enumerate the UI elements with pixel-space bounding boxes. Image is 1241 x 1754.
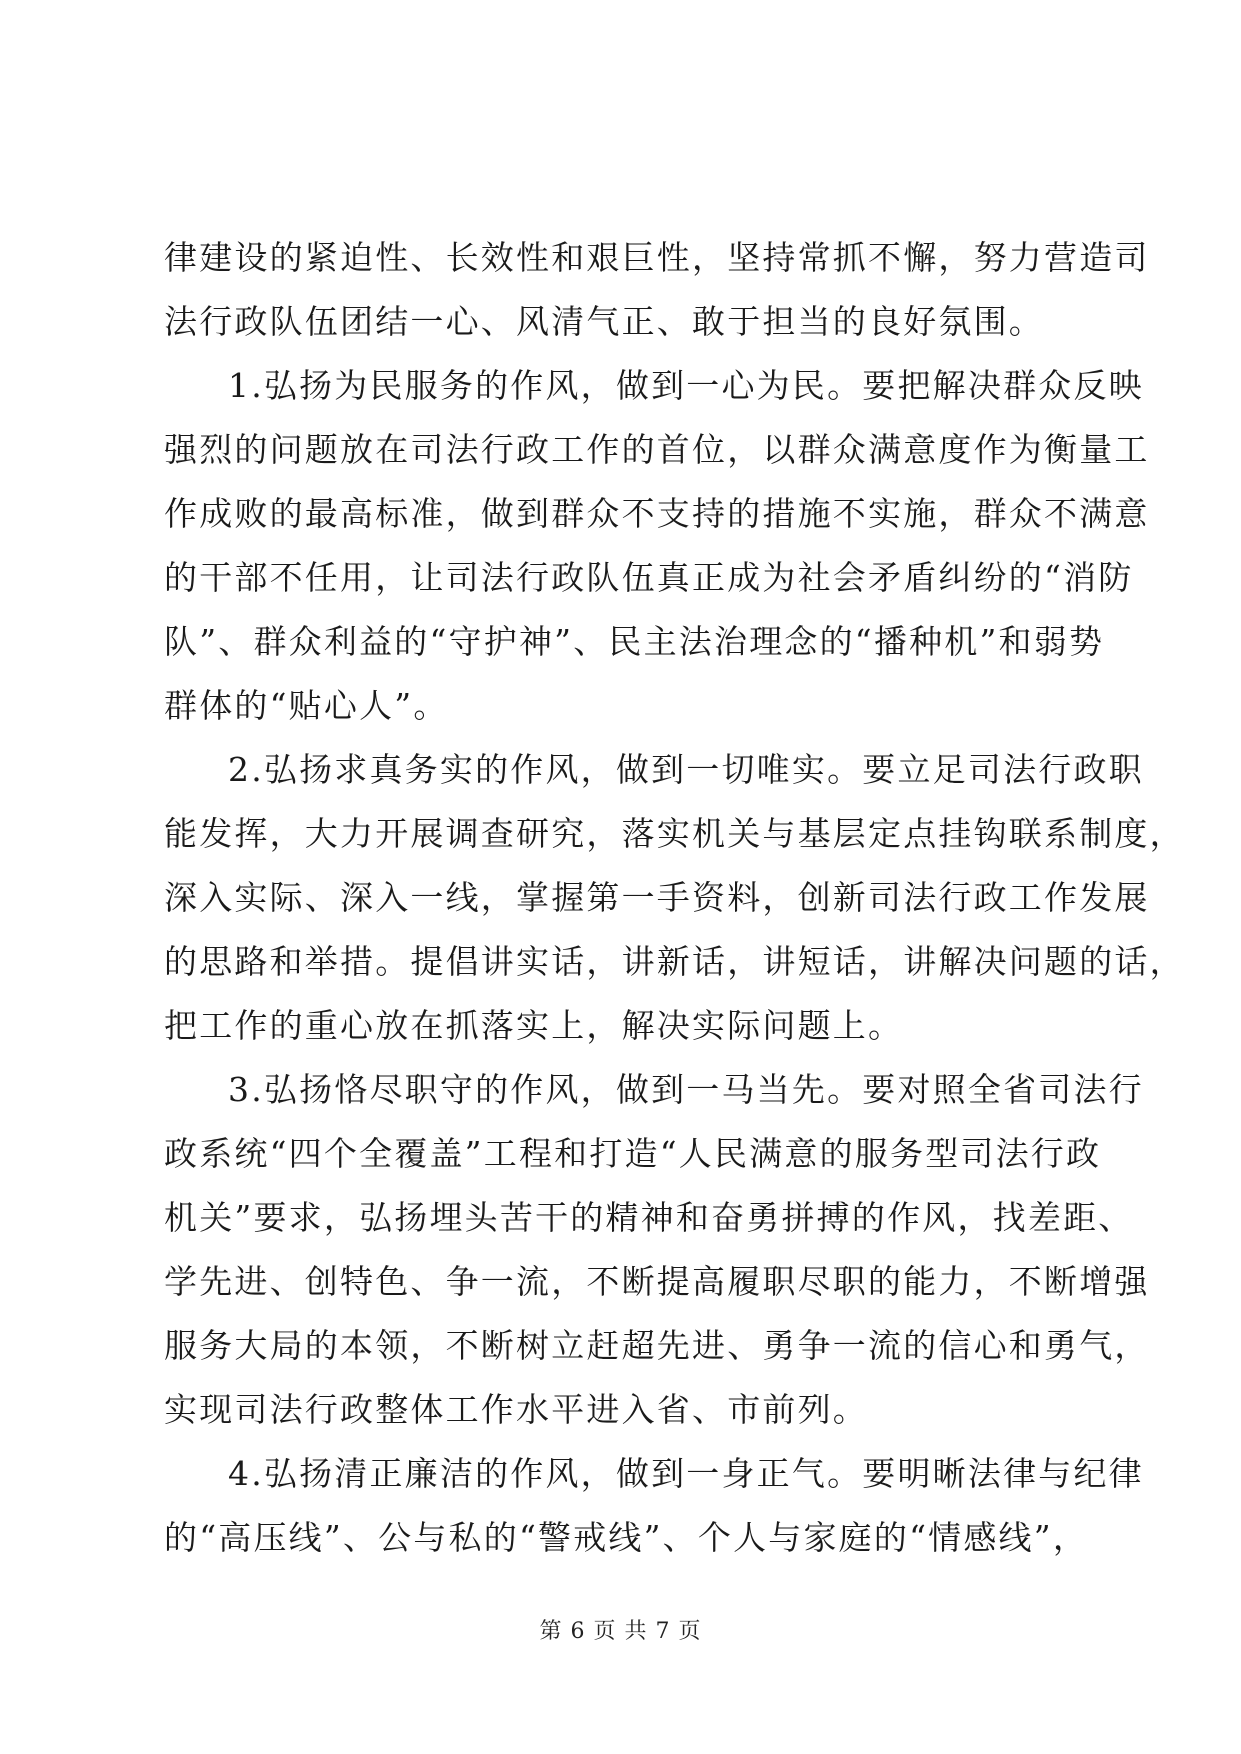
text-line: 律建设的紧迫性、长效性和艰巨性，坚持常抓不懈，努力营造司 [164,238,1150,277]
text-line: 把工作的重心放在抓落实上，解决实际问题上。 [164,1006,904,1045]
text-line: 实现司法行政整体工作水平进入省、市前列。 [164,1390,868,1429]
paragraph-1-first-line: 1.弘扬为民服务的作风，做到一心为民。要把解决群众反映 [228,366,1144,405]
paragraph-3-first-line: 3.弘扬恪尽职守的作风，做到一马当先。要对照全省司法行 [228,1070,1144,1109]
text-line: 的干部不任用，让司法行政队伍真正成为社会矛盾纠纷的“消防 [164,558,1134,597]
text-line: 作成败的最高标准，做到群众不支持的措施不实施，群众不满意 [164,494,1150,533]
text-line: 深入实际、深入一线，掌握第一手资料，创新司法行政工作发展 [164,878,1150,917]
text-line: 的“高压线”、公与私的“警戒线”、个人与家庭的“情感线”， [164,1518,1089,1557]
text-line: 能发挥，大力开展调查研究，落实机关与基层定点挂钩联系制度， [164,814,1185,853]
body-text [164,226,1185,1570]
text-line: 政系统“四个全覆盖”工程和打造“人民满意的服务型司法行政 [164,1134,1102,1173]
page-footer: 第 6 页 共 7 页 [539,1619,702,1644]
text-line: 的思路和举措。提倡讲实话，讲新话，讲短话，讲解决问题的话， [164,942,1185,981]
text-line: 群体的“贴心人”。 [164,686,449,725]
text-line: 服务大局的本领，不断树立赶超先进、勇争一流的信心和勇气， [164,1326,1150,1365]
text-line: 强烈的问题放在司法行政工作的首位，以群众满意度作为衡量工 [164,430,1150,469]
text-line: 机关”要求，弘扬埋头苦干的精神和奋勇拼搏的作风，找差距、 [164,1198,1134,1237]
paragraph-4-first-line: 4.弘扬清正廉洁的作风，做到一身正气。要明晰法律与纪律 [228,1454,1144,1493]
text-line: 学先进、创特色、争一流，不断提高履职尽职的能力，不断增强 [164,1262,1150,1301]
text-line: 法行政队伍团结一心、风清气正、敢于担当的良好氛围。 [164,302,1044,341]
text-line: 队”、群众利益的“守护神”、民主法治理念的“播种机”和弱势 [164,622,1105,661]
paragraph-2-first-line: 2.弘扬求真务实的作风，做到一切唯实。要立足司法行政职 [228,750,1144,789]
